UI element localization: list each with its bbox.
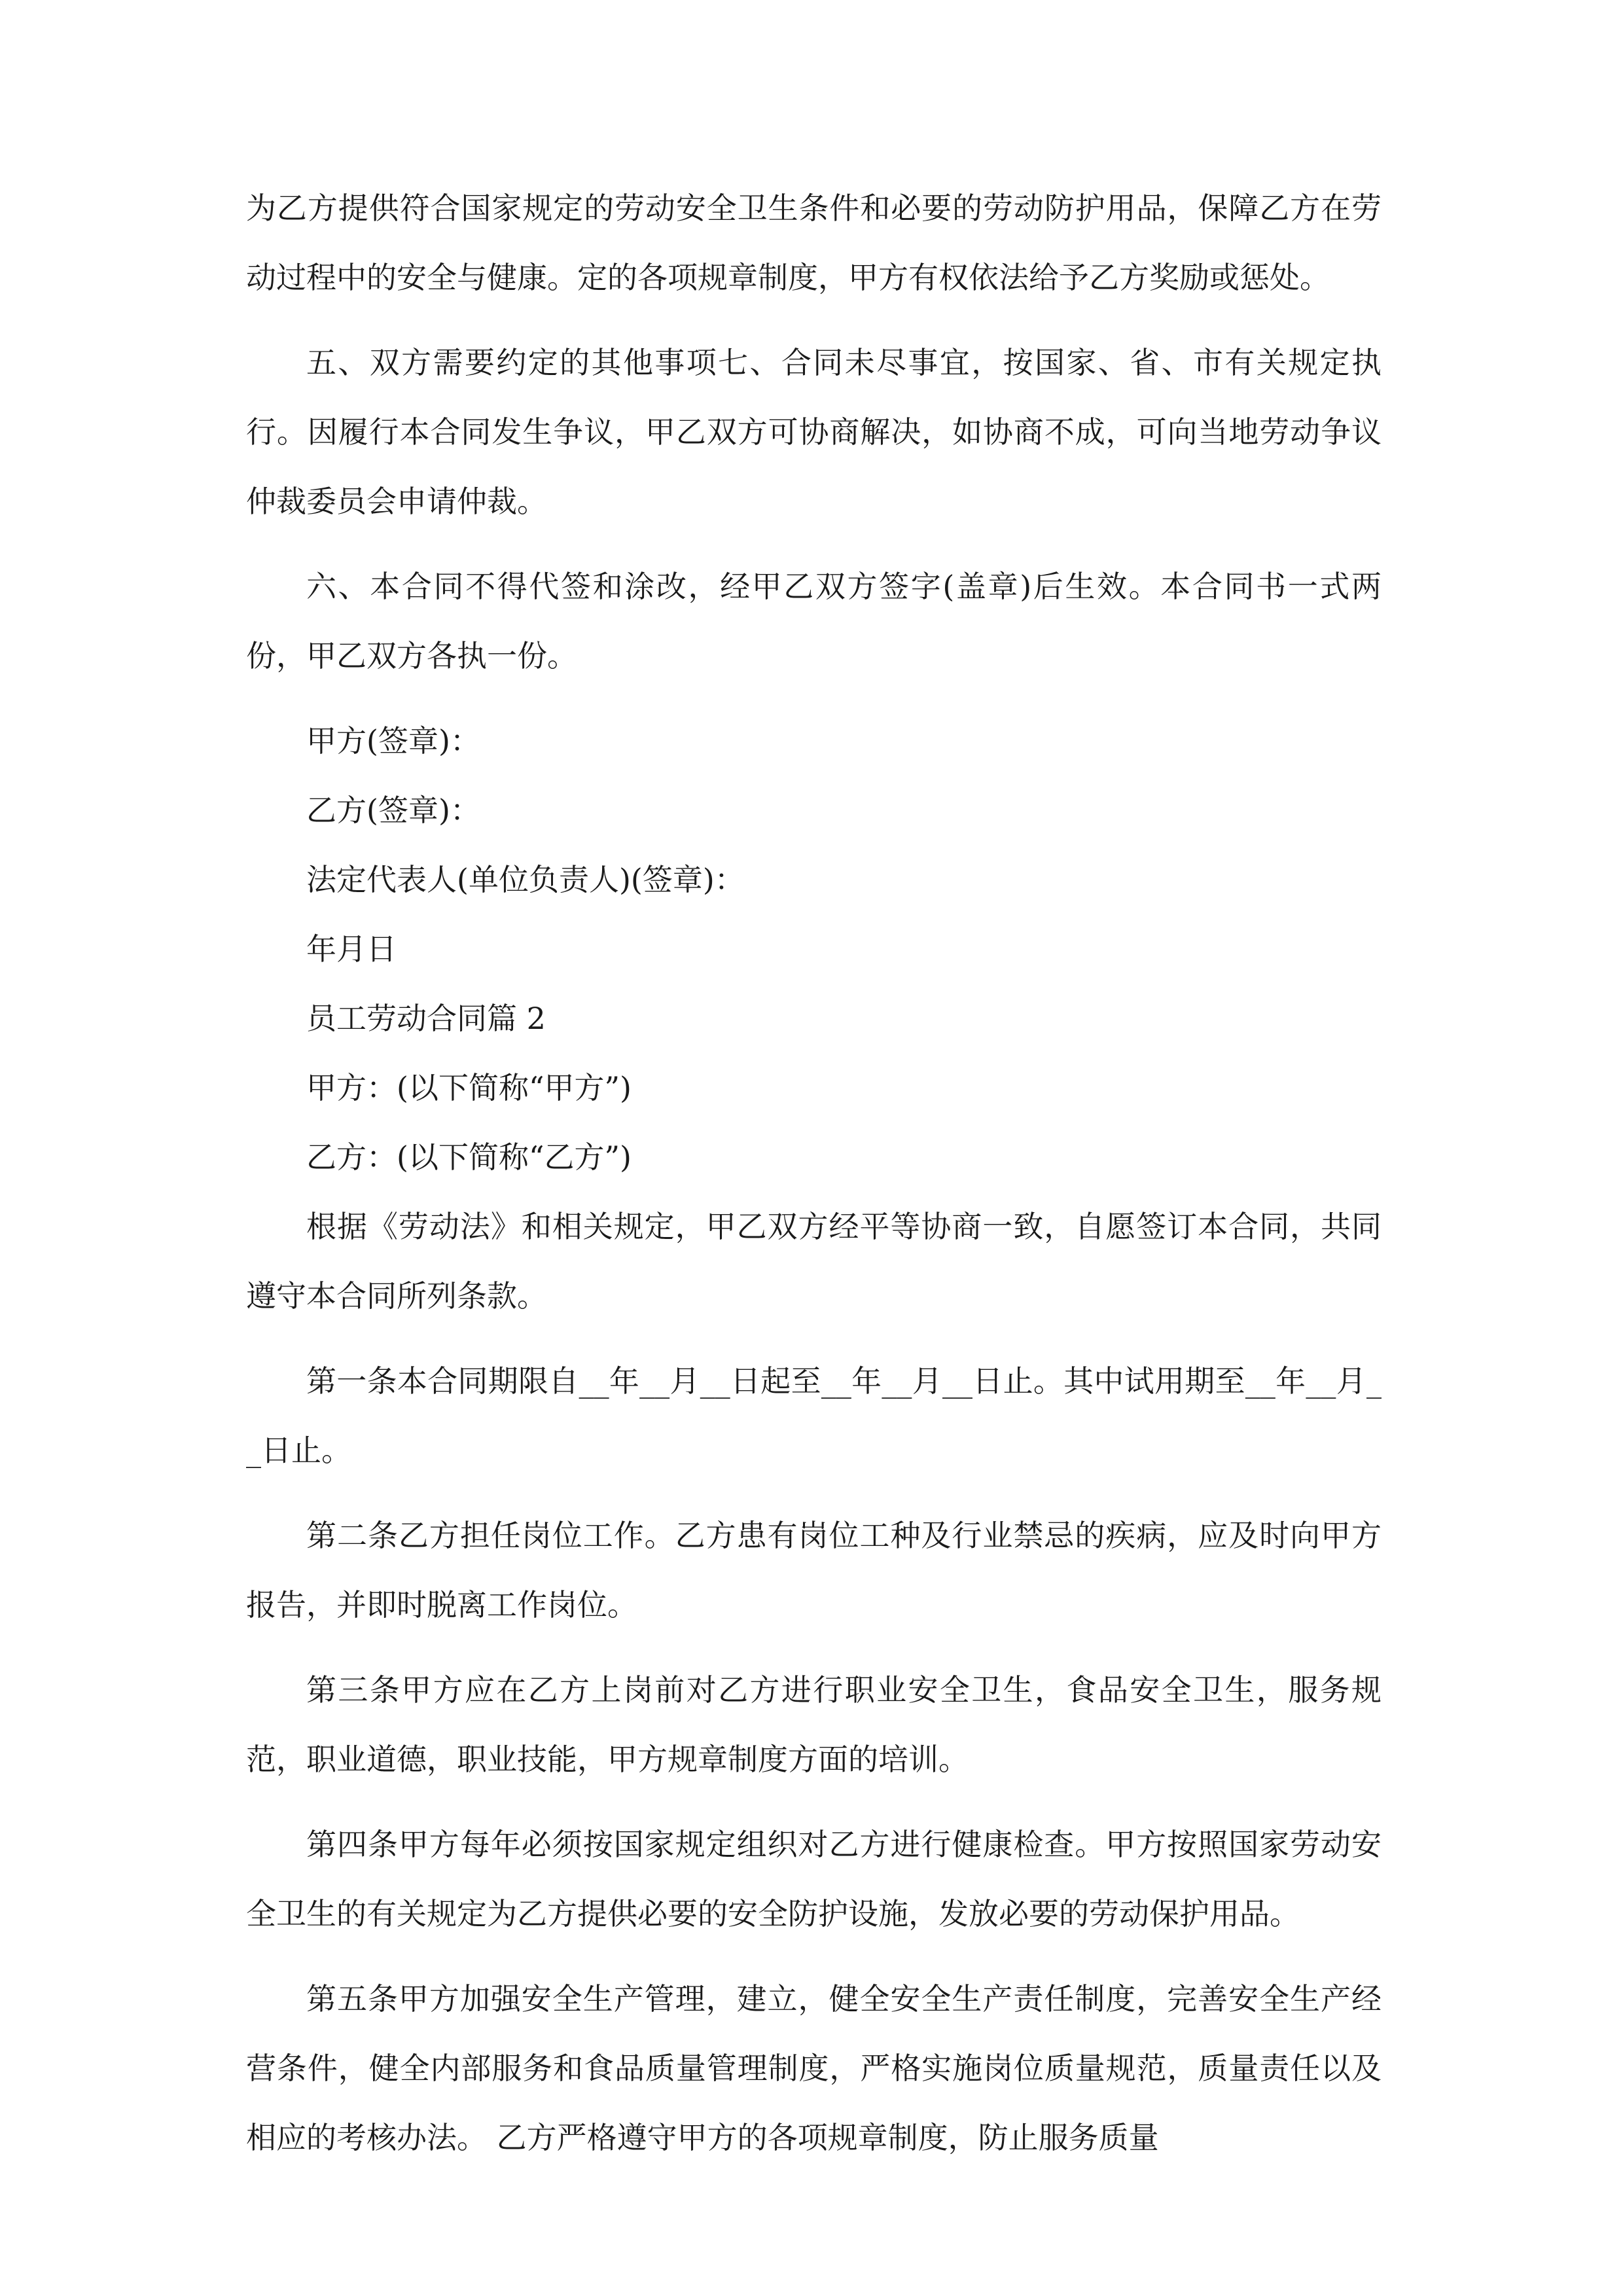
section-heading: 员工劳动合同篇 2 [306,1001,546,1036]
paragraph-labor-safety: 为乙方提供符合国家规定的劳动安全卫生条件和必要的劳动防护用品，保障乙方在劳动过程中的安全与健康。定的各项规章制度，甲方有权依法给予乙方奖励或惩处。 [246,190,1382,295]
paragraph-article-four: 第四条甲方每年必须按国家规定组织对乙方进行健康检查。甲方按照国家劳动安全卫生的有关规定为乙方提供必要的安全防护设施，发放必要的劳动保护用品。 [246,1827,1382,1931]
signature-date: 年月日 [306,931,397,967]
paragraph-clause-six: 六、本合同不得代签和涂改，经甲乙双方签字(盖章)后生效。本合同书一式两份，甲乙双方各执一份。 [246,569,1382,673]
paragraph-article-five: 第五条甲方加强安全生产管理，建立，健全安全生产责任制度，完善安全生产经营条件，健全内部服务和食品质量管理制度，严格实施岗位质量规范，质量责任以及相应的考核办法。 乙方严格遵守甲方的各项规章制度，防止服务质量 [246,1981,1382,2155]
signature-party-a: 甲方(签章)： [306,723,480,759]
paragraph-article-one: 第一条本合同期限自__年__月__日起至__年__月__日止。其中试用期至__年__月__日止。 [246,1363,1382,1468]
party-b-line: 乙方：(以下简称“乙方”) [306,1139,632,1175]
paragraph-preamble: 根据《劳动法》和相关规定，甲乙双方经平等协商一致，自愿签订本合同，共同遵守本合同所列条款。 [246,1209,1382,1314]
paragraph-article-three: 第三条甲方应在乙方上岗前对乙方进行职业安全卫生，食品安全卫生，服务规范，职业道德，职业技能，甲方规章制度方面的培训。 [246,1672,1382,1777]
signature-party-b: 乙方(签章)： [306,793,480,828]
paragraph-article-two: 第二条乙方担任岗位工作。乙方患有岗位工种及行业禁忌的疾病，应及时向甲方报告，并即时脱离工作岗位。 [246,1518,1382,1623]
signature-legal-representative: 法定代表人(单位负责人)(签章)： [306,862,745,897]
paragraph-clause-five: 五、双方需要约定的其他事项七、合同未尽事宜，按国家、省、市有关规定执行。因履行本合同发生争议，甲乙双方可协商解决，如协商不成，可向当地劳动争议仲裁委员会申请仲裁。 [246,345,1382,519]
party-a-line: 甲方：(以下简称“甲方”) [306,1070,632,1105]
document-body [246,173,1382,2188]
